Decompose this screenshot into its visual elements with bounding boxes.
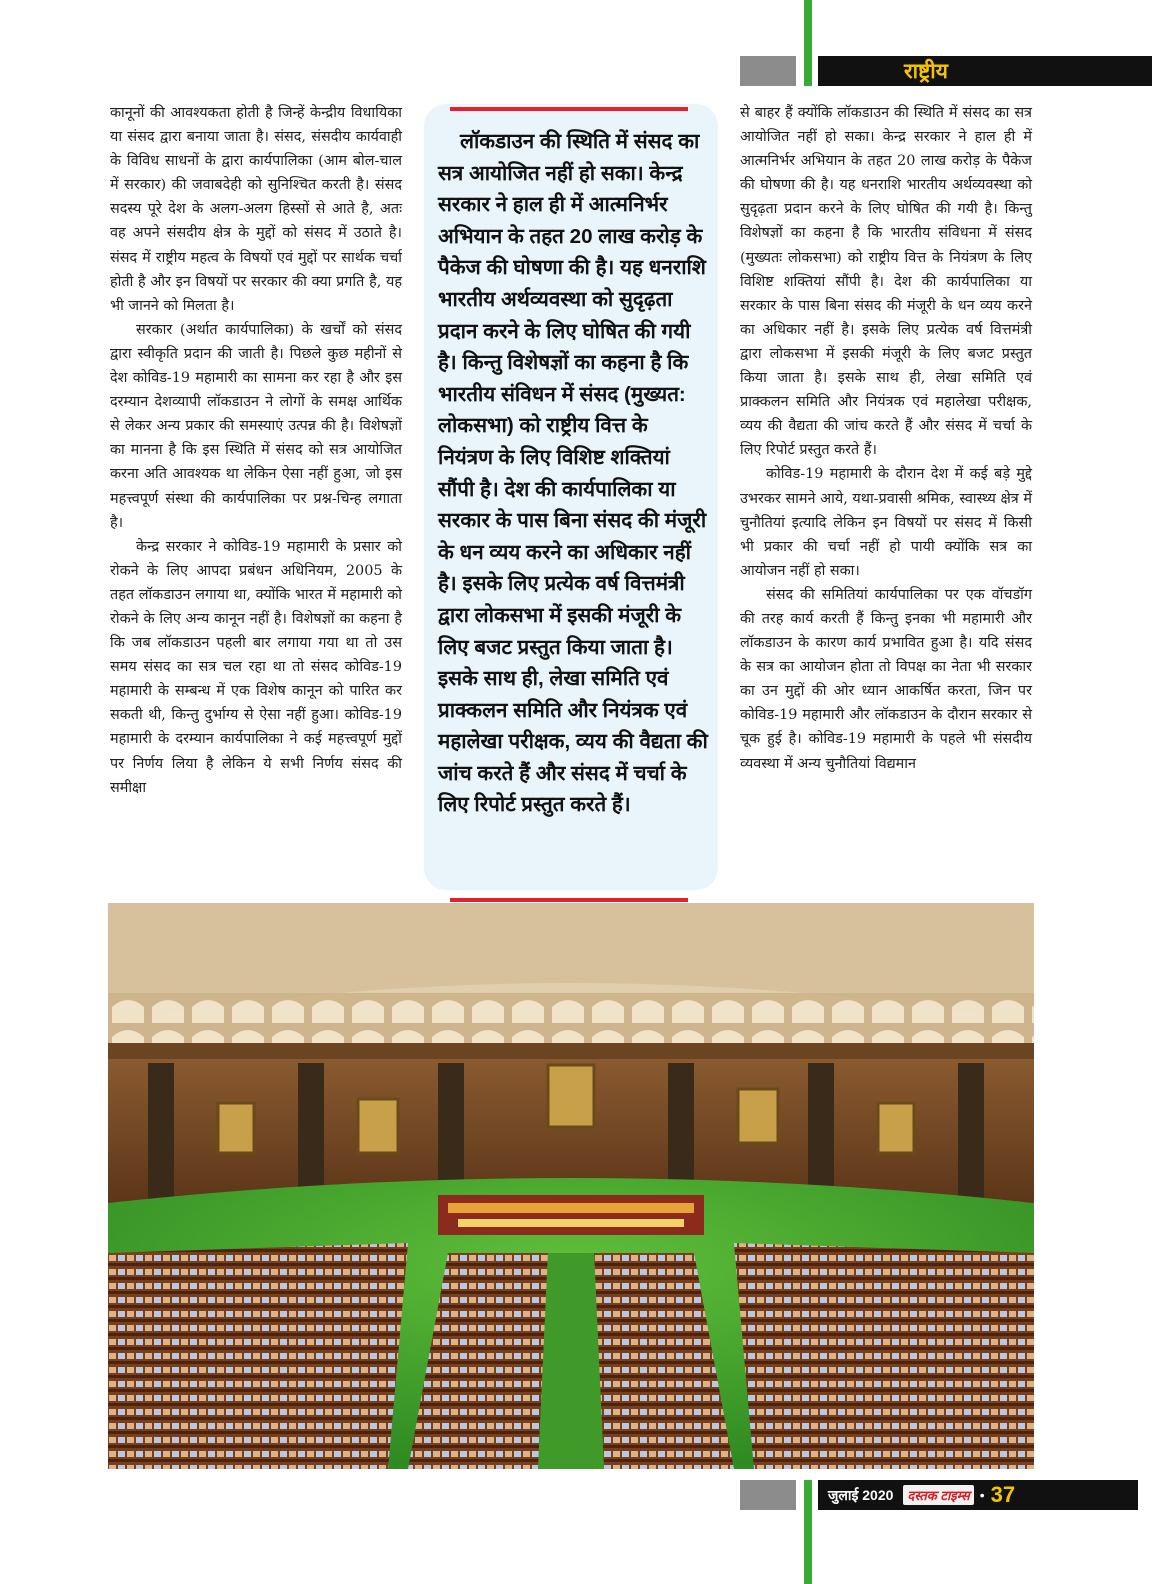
parliament-chamber-photo	[108, 903, 1034, 1469]
page-number: 37	[990, 1482, 1016, 1507]
footer-grey-block	[740, 1480, 796, 1510]
footer-green-rule	[804, 1480, 812, 1584]
pull-quote-top-rule	[450, 107, 688, 111]
right-paragraph-1: से बाहर हैं क्योंकि लॉकडाउन की स्थिति में संसद का सत्र आयोजित नहीं हो सका। केन्द्र सरकार ने हाल ही में आत्मनिर्भर अभियान के तहत 20 लाख करोड़ के पैकेज की घोषणा की है। यह धनराशि भारतीय अर्थव्यवस्था को सुदृढ़ता प्रदान करने के लिए घोषित की गयी है। किन्तु विशेषज्ञों का कहना है कि भारतीय संविधना में संसद (मुख्यतः लोकसभा) को राष्ट्रीय वित्त के नियंत्रण के लिए विशिष्ट शक्तियां सौंपी है। देश की कार्यपालिका या सरकार के पास बिना संसद की मंजूरी के धन व्यय करने का अधिकार नहीं है। इसके लिए प्रत्येक वर्ष वित्तमंत्री द्वारा लोकसभा में इसकी मंजूरी के लिए बजट प्रस्तुत किया जाता है। इसके साथ ही, लेखा समिति एवं प्राक्कलन समिति और नियंत्रक एवं महालेखा परीक्षक, व्यय की वैद्यता की जांच करते हैं और संसद में चर्चा के लिए रिपोर्ट प्रस्तुत करते हैं।	[740, 105, 1032, 459]
footer-bar	[818, 1480, 1138, 1510]
pull-quote-box	[424, 104, 718, 890]
left-paragraph-3: केन्द्र सरकार ने कोविड-19 महामारी के प्रसार को रोकने के लिए आपदा प्रबंधन अधिनियम, 2005 के तहत लॉकडाउन लगाया था, क्योंकि भारत में महामारी को रोकने के लिए अन्य कानून नहीं है। विशेषज्ञों का कहना है कि जब लॉकडाउन पहली बार लगाया गया था तो उस समय संसद का सत्र चल रहा था तो संसद कोविड-19 महामारी के सम्बन्ध में एक विशेष कानून को पारित कर सकती थी, किन्तु दुर्भाग्य से ऐसा नहीं हुआ। कोविड-19 महामारी के दरम्यान कार्यपालिका ने कई महत्त्वपूर्ण मुद्दों पर निर्णय लिया है लेकिन ये सभी निर्णय संसद की समीक्षा	[110, 538, 402, 796]
header-grey-block	[740, 56, 796, 86]
header-green-rule	[804, 0, 812, 86]
pull-quote-bottom-rule	[450, 898, 688, 902]
issue-date: जुलाई 2020	[828, 1486, 894, 1503]
footer-separator: •	[979, 1487, 985, 1503]
left-paragraph-2: सरकार (अर्थात कार्यपालिका) के खर्चों को संसद द्वारा स्वीकृति प्रदान की जाती है। पिछले कुछ महीनों से देश कोविड-19 महामारी का सामना कर रहा है और इस दरम्यान देशव्यापी लॉकडाउन ने लोगों के समक्ष आर्थिक से लेकर अन्य प्रकार की समस्याएं उत्पन्न की है। विशेषज्ञों का मानना है कि इस स्थिति में संसद को सत्र आयोजित करना अति आवश्यक था लेकिन ऐसा नहीं हुआ, जो इस महत्त्वपूर्ण संस्था की कार्यपालिका पर प्रश्न-चिन्ह लगाता है।	[110, 321, 402, 531]
left-column	[110, 101, 402, 800]
right-paragraph-3: संसद की समितियां कार्यपालिका पर एक वॉचडॉग की तरह कार्य करती हैं किन्तु इनका भी महामारी और लॉकडाउन के कारण कार्य प्रभावित हुआ है। यदि संसद के सत्र का आयोजन होता तो विपक्ष का नेता भी सरकार का उन मुद्दों की ओर ध्यान आकर्षित करता, जिन पर कोविड-19 महामारी और लॉकडाउन के दौरान सरकार से चूक हुई है। कोविड-19 महामारी के पहले भी संसदीय व्यवस्था में अन्य चुनौतियां विद्यमान	[740, 586, 1032, 772]
section-label: राष्ट्रीय	[818, 56, 1152, 86]
right-column	[740, 101, 1032, 776]
left-paragraph-1: कानूनों की आवश्यकता होती है जिन्हें केन्द्रीय विधायिका या संसद द्वारा बनाया जाता है। संसद, संसदीय कार्यवाही के विविध साधनों के द्वारा कार्यपालिका (आम बोल-चाल में सरकार) की जवाबदेही को सुनिश्चित करती है। संसद सदस्य पूरे देश के अलग-अलग हिस्सों से आते है, अतः वह अपने संसदीय क्षेत्र के मुद्दों को संसद में उठाते है। संसद में राष्ट्रीय महत्व के विषयों एवं मुद्दों पर सार्थक चर्चा होती है और इन विषयों पर सरकार की क्या प्रगति है, यह भी जानने को मिलता है।	[110, 105, 402, 314]
magazine-logo: दस्तक टाइम्स	[903, 1485, 973, 1505]
pull-quote-text: लॉकडाउन की स्थिति में संसद का सत्र आयोजित नहीं हो सका। केन्द्र सरकार ने हाल ही में आत्मनिर्भर अभियान के तहत 20 लाख करोड़ के पैकेज की घोषणा की है। यह धनराशि भारतीय अर्थव्यवस्था को सुदृढ़ता प्रदान करने के लिए घोषित की गयी है। किन्तु विशेषज्ञों का कहना है कि भारतीय संविधन में संसद (मुख्यत: लोकसभा) को राष्ट्रीय वित्त के नियंत्रण के लिए विशिष्ट शक्तियां सौंपी है। देश की कार्यपालिका या सरकार के पास बिना संसद की मंजूरी के धन व्यय करने का अधिकार नहीं है। इसके लिए प्रत्येक वर्ष वित्तमंत्री द्वारा लोकसभा में इसकी मंजूरी के लिए बजट प्रस्तुत किया जाता है। इसके साथ ही, लेखा समिति एवं प्राक्कलन समिति और नियंत्रक एवं महालेखा परीक्षक, व्यय की वैद्यता की जांच करते हैं और संसद में चर्चा के लिए रिपोर्ट प्रस्तुत करते हैं।	[438, 130, 708, 817]
right-paragraph-2: कोविड-19 महामारी के दौरान देश में कई बड़े मुद्दे उभरकर सामने आये, यथा-प्रवासी श्रमिक, स्वास्थ्य क्षेत्र में चुनौतियां इत्यादि लेकिन इन विषयों पर संसद में किसी भी प्रकार की चर्चा नहीं हो पायी क्योंकि सत्र का आयोजन नहीं हो सका।	[740, 466, 1032, 579]
